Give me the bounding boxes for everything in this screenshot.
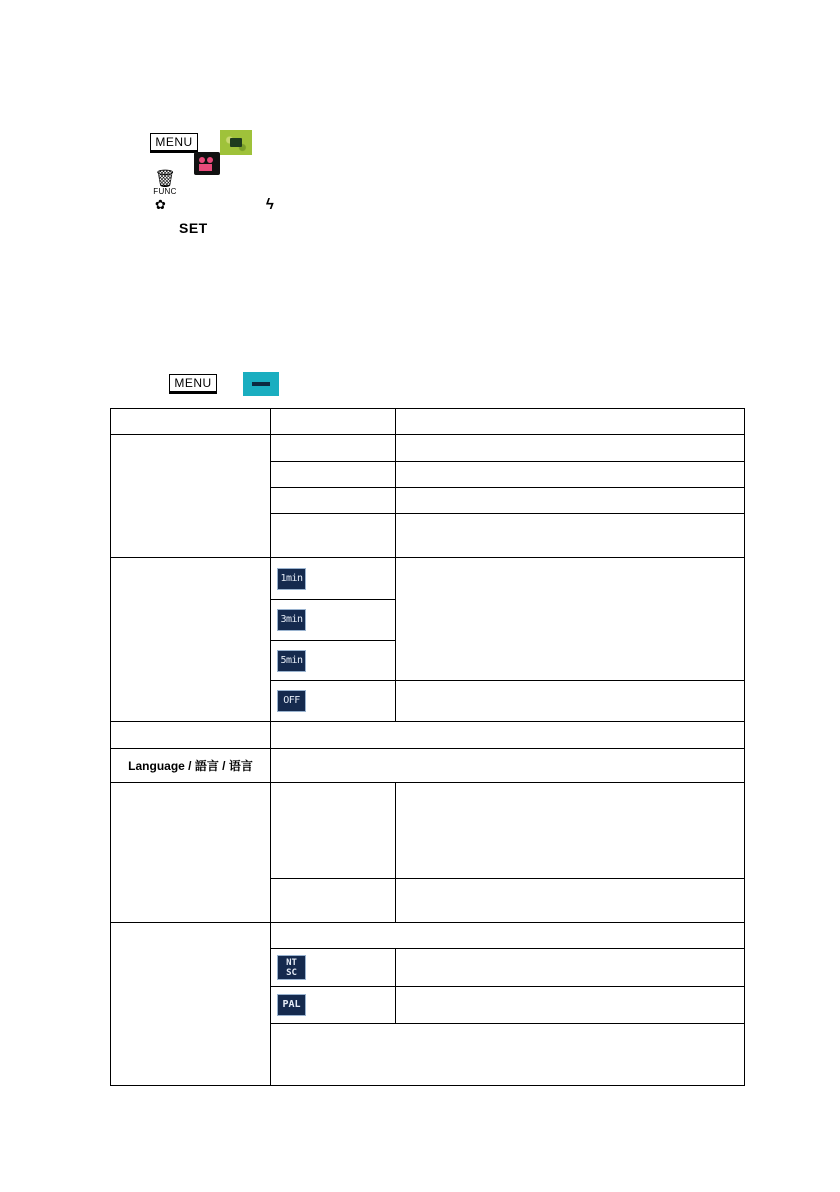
description-cell xyxy=(396,558,745,681)
badge-3min[interactable]: 3min xyxy=(277,609,306,631)
table-row xyxy=(111,722,745,749)
settings-table xyxy=(110,408,745,1086)
description-cell xyxy=(396,949,745,987)
setting-name-cell xyxy=(111,923,271,1086)
table-header-row xyxy=(111,409,745,435)
option-cell[interactable] xyxy=(271,462,396,488)
description-cell xyxy=(396,488,745,514)
option-cell[interactable] xyxy=(271,949,396,987)
trash-icon: 🗑 xyxy=(154,169,176,188)
table-row xyxy=(111,558,745,600)
badge-off[interactable]: OFF xyxy=(277,690,306,712)
macro-flash-row xyxy=(150,196,274,213)
description-cell xyxy=(271,923,745,949)
table-row xyxy=(111,749,745,783)
description-cell xyxy=(396,435,745,462)
option-cell[interactable] xyxy=(271,488,396,514)
option-cell[interactable] xyxy=(271,558,396,600)
description-cell xyxy=(271,722,745,749)
menu-button[interactable]: MENU xyxy=(150,133,198,153)
macro-flower-icon[interactable]: ✿ xyxy=(155,196,166,212)
video-mode-icon xyxy=(194,152,220,175)
setup-menu-button[interactable]: MENU xyxy=(169,374,217,394)
menu-setup-row xyxy=(169,372,279,396)
description-cell xyxy=(396,783,745,879)
setup-tools-icon xyxy=(243,372,279,396)
camera-mode-icon xyxy=(220,130,252,155)
description-cell xyxy=(271,1024,745,1086)
set-row xyxy=(150,220,208,236)
badge-5min[interactable]: 5min xyxy=(277,650,306,672)
badge-ntsc[interactable] xyxy=(277,955,306,980)
table-row xyxy=(111,783,745,879)
header-cell xyxy=(111,409,271,435)
description-cell xyxy=(396,681,745,722)
trash-func-button[interactable] xyxy=(150,171,180,196)
setting-name-cell xyxy=(111,783,271,923)
description-cell xyxy=(396,462,745,488)
option-cell[interactable] xyxy=(271,783,396,879)
option-cell[interactable] xyxy=(271,600,396,641)
header-cell xyxy=(271,409,396,435)
header-cell xyxy=(396,409,745,435)
badge-pal[interactable]: PAL xyxy=(277,994,306,1016)
option-cell[interactable] xyxy=(271,514,396,558)
set-button[interactable]: SET xyxy=(179,220,208,236)
option-cell[interactable] xyxy=(271,641,396,681)
setting-name-cell xyxy=(111,722,271,749)
ntsc-line1: NT xyxy=(286,958,297,968)
ntsc-line2: SC xyxy=(286,968,297,978)
description-cell xyxy=(396,879,745,923)
table-row xyxy=(111,435,745,462)
flash-icon[interactable]: ϟ xyxy=(265,196,274,213)
description-cell xyxy=(396,514,745,558)
func-row xyxy=(150,171,180,196)
setting-name-cell xyxy=(111,558,271,722)
table-row xyxy=(111,923,745,949)
language-label: Language / 語言 / 语言 xyxy=(111,749,271,783)
badge-1min[interactable]: 1min xyxy=(277,568,306,590)
option-cell[interactable] xyxy=(271,681,396,722)
func-label: FUNC xyxy=(153,187,177,196)
option-cell[interactable] xyxy=(271,987,396,1024)
option-cell[interactable] xyxy=(271,879,396,923)
setting-name-cell xyxy=(111,435,271,558)
description-cell xyxy=(396,987,745,1024)
option-cell[interactable] xyxy=(271,435,396,462)
description-cell xyxy=(271,749,745,783)
